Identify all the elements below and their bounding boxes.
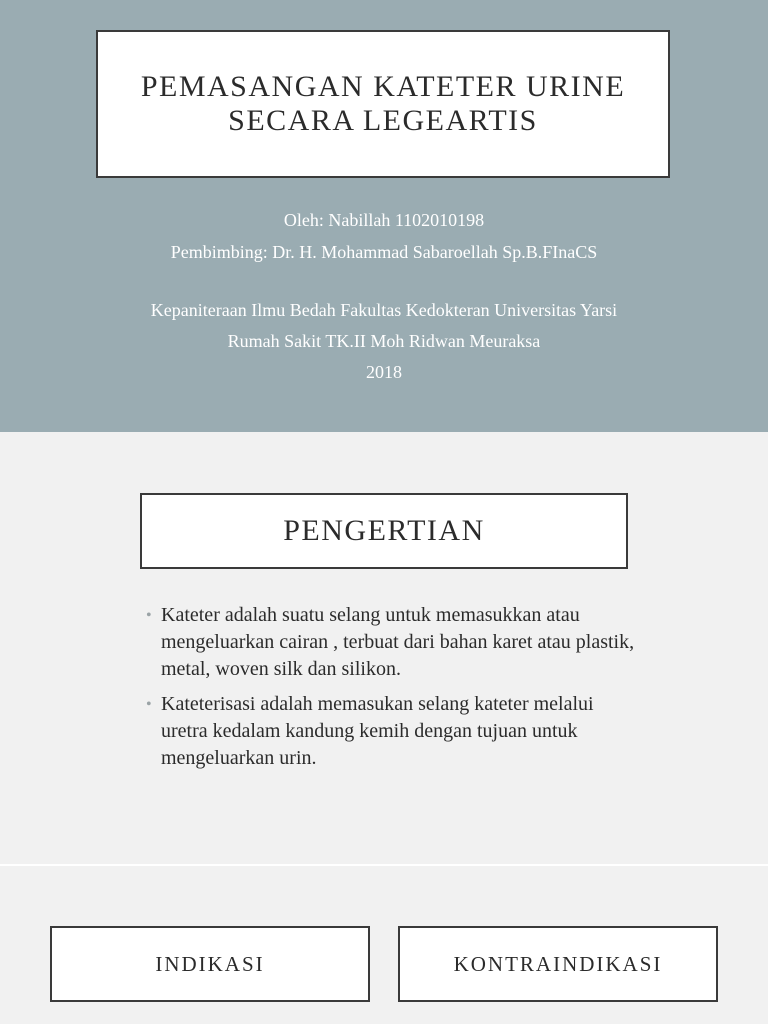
indication-heading: INDIKASI xyxy=(155,951,265,976)
definition-heading: PENGERTIAN xyxy=(283,514,485,547)
bullet-item xyxy=(146,602,636,683)
author-text: Oleh: Nabillah 1102010198 xyxy=(283,210,485,230)
year-text: 2018 xyxy=(366,362,402,382)
contraindication-heading-box xyxy=(398,926,718,1002)
slide-title-line-1: PEMASANGAN KATETER URINE xyxy=(140,70,626,103)
hospital-text: Rumah Sakit TK.II Moh Ridwan Meuraksa xyxy=(227,331,541,351)
bullet-dot-icon: • xyxy=(146,696,152,713)
definition-heading-box xyxy=(140,493,628,569)
bullet-text: Kateter adalah suatu selang untuk memasukkan atau mengeluarkan cairan , terbuat dari bahan karet atau plastik, metal, woven silk dan silikon. xyxy=(161,604,635,680)
bullet-item xyxy=(146,691,636,772)
title-slide xyxy=(0,0,768,432)
supervisor-text: Pembimbing: Dr. H. Mohammad Sabaroellah Sp.B.FInaCS xyxy=(170,242,598,262)
definition-bullet-list xyxy=(146,602,636,780)
slide-title-line-2: SECARA LEGEARTIS xyxy=(228,104,538,137)
contraindication-heading: KONTRAINDIKASI xyxy=(453,951,663,976)
bullet-dot-icon: • xyxy=(146,607,152,624)
title-box xyxy=(96,30,670,178)
definition-slide xyxy=(0,432,768,864)
department-text: Kepaniteraan Ilmu Bedah Fakultas Kedokteran Universitas Yarsi xyxy=(150,300,618,320)
indication-slide xyxy=(0,866,768,1024)
bullet-text: Kateterisasi adalah memasukan selang kateter melalui uretra kedalam kandung kemih dengan tujuan untuk mengeluarkan urin. xyxy=(161,693,594,769)
indication-heading-box xyxy=(50,926,370,1002)
